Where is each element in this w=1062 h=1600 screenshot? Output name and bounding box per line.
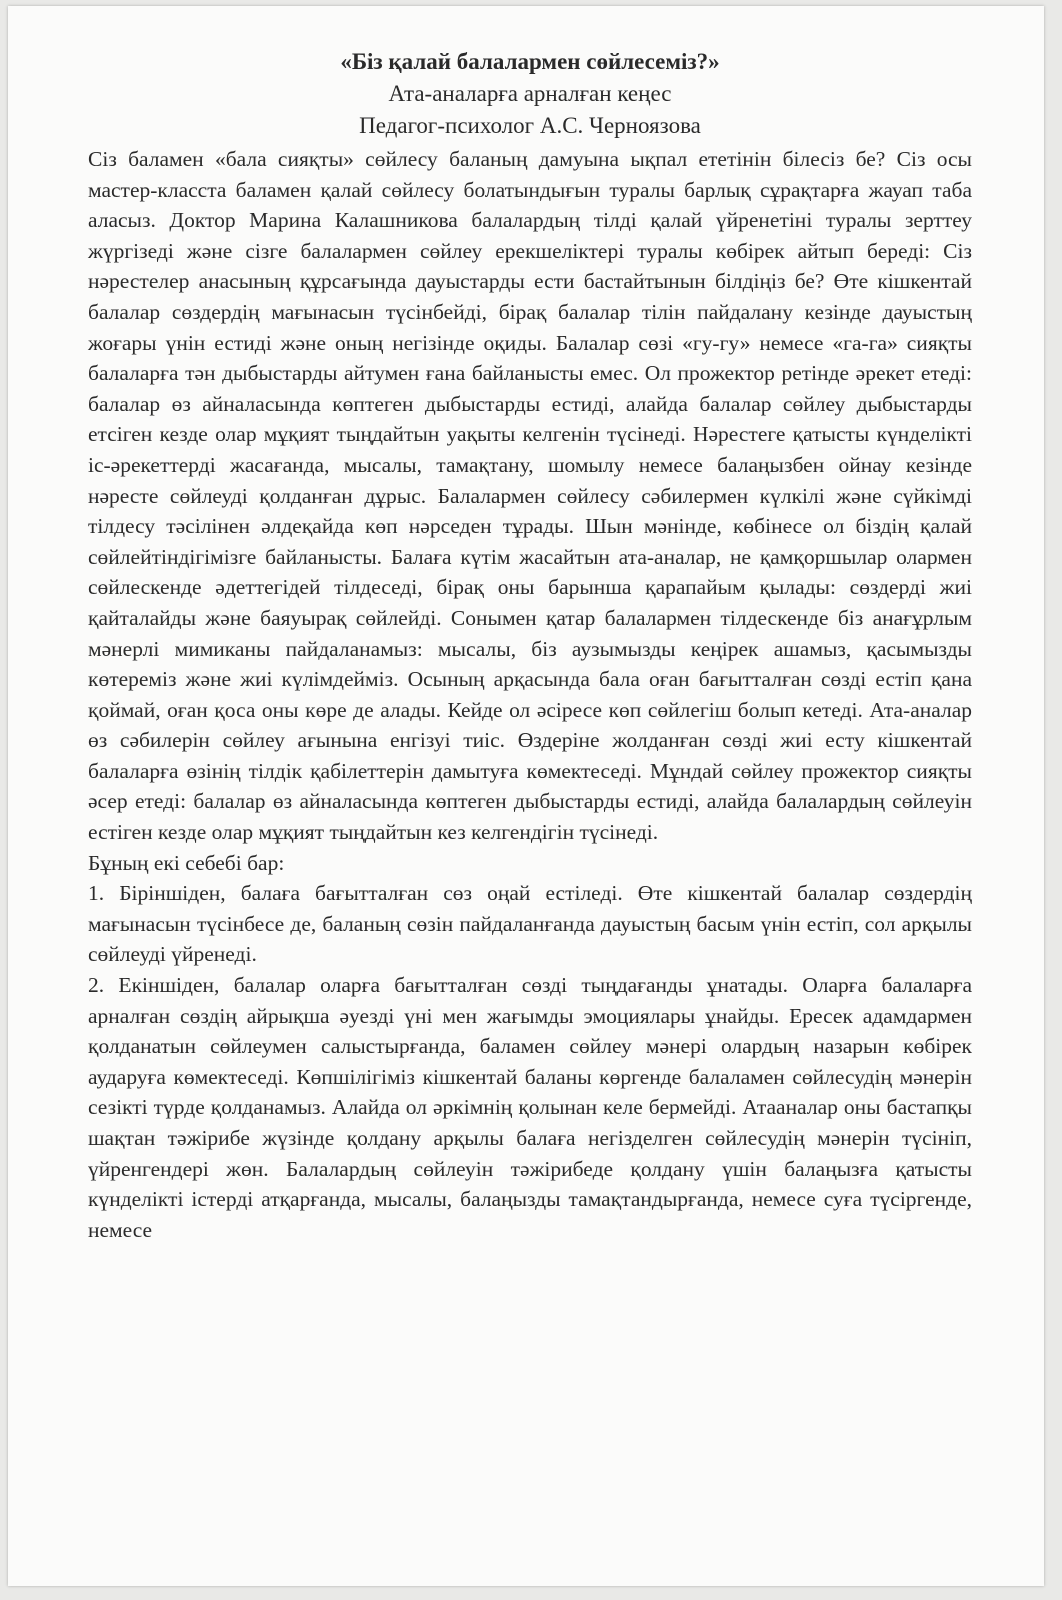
intro-paragraph: Сіз баламен «бала сияқты» сөйлесу баланың дамуына ықпал ететінін білесіз бе? Сіз осы мастер-класста баламен қалай сөйлесу болатындығын туралы барлық сұрақтарға жауап таба аласыз. Доктор Марина Калашникова балалардың тілді қалай үйренетіні туралы зерттеу жүргізеді және сізге балалармен сөйлеу ерекшеліктері туралы көбірек айтып береді: Сіз нәрестелер анасының құрсағында дауыстарды ести бастайтынын білдіңіз бе? Өте кішкентай балалар сөздердің мағынасын түсінбейді, бірақ балалар тілін пайдалану кезінде дауыстың жоғары үнін естиді және оның негізінде оқиды. Балалар сөзі «гу-гу» немесе «га-га» сияқты балаларға тән дыбыстарды айтумен ғана байланысты емес. Ол прожектор ретінде әрекет етеді: балалар өз айналасында көптеген дыбыстарды естиді, алайда балалар сөйлеу дыбыстарды етсіген кезде олар мұқият тыңдайтын уақыты келгенін түсінеді. Нәрестеге қатысты күнделікті іс-әрекеттерді жасағанда, мысалы, тамақтану, шомылу немесе балаңызбен ойнау кезінде нәресте сөйлеуді қолданған дұрыс. Балалармен сөйлесу сәбилермен күлкілі және сүйкімді тілдесу тәсілінен әлдеқайда көп нәрседен тұрады. Шын мәнінде, көбінесе ол біздің қалай сөйлейтіндігімізге байланысты. Балаға күтім жасайтын ата-аналар, не қамқоршылар олармен сөйлескенде әдеттегідей тілдеседі, бірақ оны барынша қарапайым қылады: сөздерді жиі қайталайды және баяуырақ сөйлейді. Сонымен қатар балалармен тілдескенде біз анағұрлым мәнерлі мимиканы пайдаланамыз: мысалы, біз аузымызды кеңірек ашамыз, қасымызды көтереміз және жиі күлімдейміз. Осының арқасында бала оған бағытталған сөзді естіп қана қоймай, оған қоса оны көре де алады. Кейде ол әсіресе көп сөйлегіш болып кетеді. Ата-аналар өз сәбилерін сөйлеу ағынына енгізуі тиіс. Өздеріне жолданған сөзді жиі есту кішкентай балаларға өзінің тілдік қабілеттерін дамытуға көмектеседі. Мұндай сөйлеу прожектор сияқты әсер етеді: балалар өз айналасында көптеген дыбыстарды естиді, алайда балалардың сөйлеуін естіген кезде олар мұқият тыңдайтын кез келгендігін түсінеді. — [88, 147, 972, 845]
document-page — [8, 6, 1044, 1586]
reasons-heading: Бұның екі себебі бар: — [88, 850, 285, 875]
author-line: Педагог-психолог А.С. Черноязова — [359, 113, 701, 138]
document-body — [88, 144, 972, 1245]
reason-two-paragraph: 2. Екіншіден, балалар оларға бағытталған сөзді тыңдағанды ұнатады. Оларға балаларға арналған сөздің айрықша әуезді үні мен жағымды эмоциялары ұнайды. Ересек адамдармен қолданатын сөйлеумен салыстырғанда, баламен сөйлеу мәнері олардың назарын көбірек аударуға көмектеседі. Көпшілігіміз кішкентай баланы көргенде балаламен сөйлесудің мәнерін сезікті түрде қолданамыз. Алайда ол әркімнің қолынан келе бермейді. Атааналар оны бастапқы шақтан тәжірибе жүзінде қолдану арқылы балаға негізделген сөйлесудің мәнерін түсініп, үйренгендері жөн. Балалардың сөйлеуін тәжірибеде қолдану үшін балаңызға қатысты күнделікті істерді атқарғанда, мысалы, балаңызды тамақтандырғанда, немесе суға түсіргенде, немесе — [88, 973, 972, 1242]
document-content — [88, 46, 972, 1245]
document-subtitle: Ата-аналарға арналған кеңес — [388, 81, 672, 106]
reason-one-paragraph: 1. Біріншіден, балаға бағытталған сөз оңай естіледі. Өте кішкентай балалар сөздердің мағынасын түсінбесе де, баланың сөзін пайдаланғанда дауыстың басым үнін естіп, сол арқылы сөйлеуді үйренеді. — [88, 881, 972, 967]
document-title: «Біз қалай балалармен сөйлесеміз?» — [340, 49, 720, 74]
